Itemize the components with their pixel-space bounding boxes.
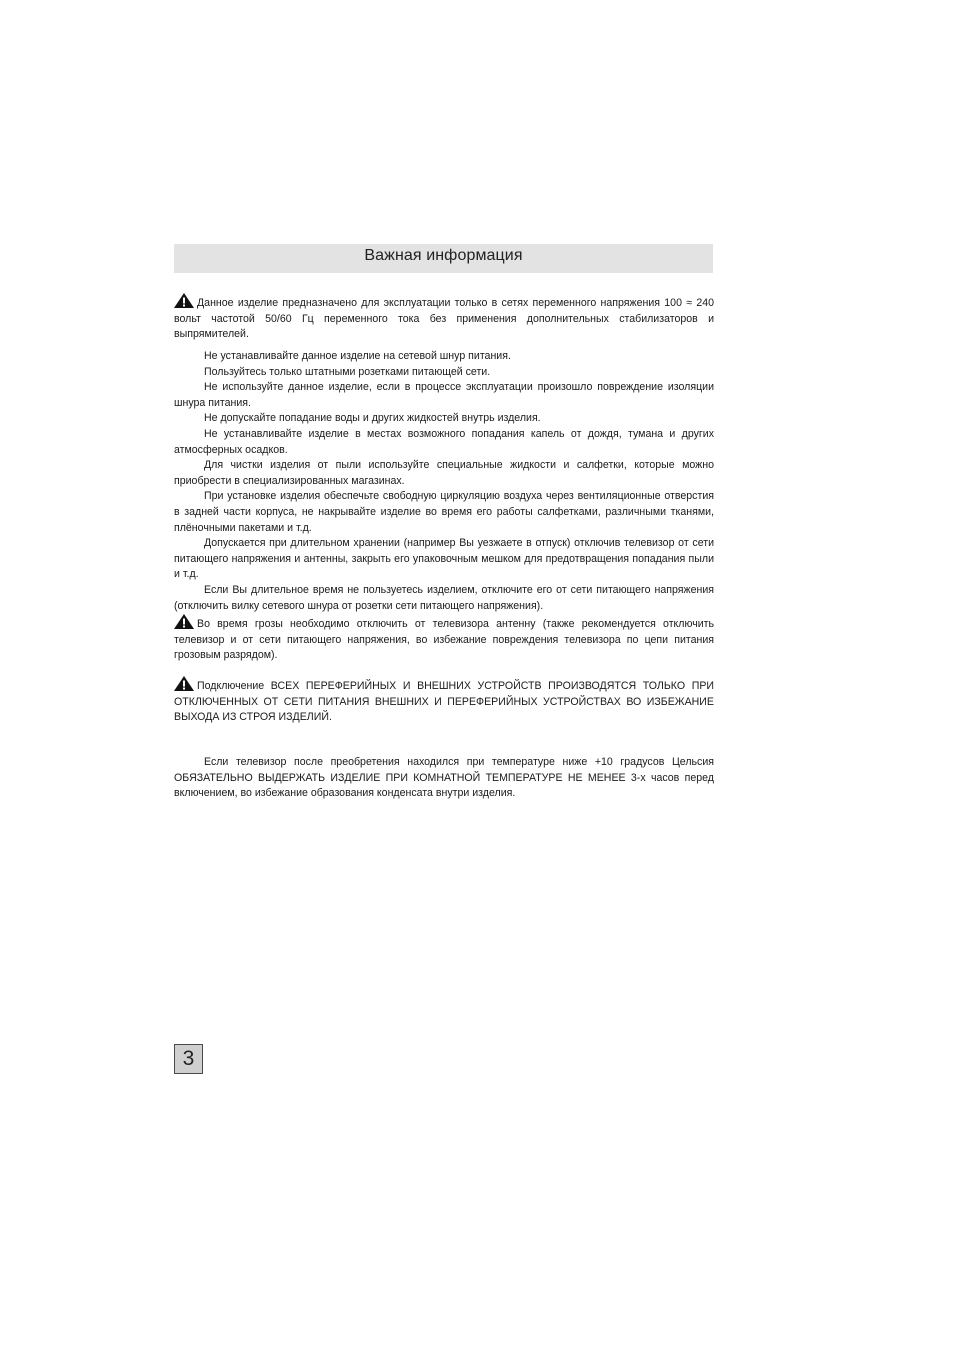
instruction-item: Для чистки изделия от пыли используйте специальные жидкости и салфетки, которые можно приобрести в специализированных магазинах.	[174, 459, 714, 487]
connection-warning-text: Подключение ВСЕХ ПЕРЕФЕРИЙНЫХ И ВНЕШНИХ УСТРОЙСТВ ПРОИЗВОДЯТСЯ ТОЛЬКО ПРИ ОТКЛЮЧЕННЫХ ОТ СЕТИ ПИТАНИЯ ВНЕШНИХ И ПЕРЕФЕРИЙНЫХ УСТРОЙСТВАХ ВО ИЗБЕЖАНИЕ ВЫХОДА ИЗ СТРОЯ ИЗДЕЛИЙ.	[174, 680, 714, 724]
connection-warning	[174, 676, 714, 726]
instruction-item: Если Вы длительное время не пользуетесь изделием, отключите его от сети питающего напряжения (отключить вилку сетевого шнура от розетки сети питающего напряжения).	[174, 583, 714, 612]
instruction-item: Допускается при длительном хранении (например Вы уезжаете в отпуск) отключив телевизор от сети питающего напряжения и антенны, закрыть его упаковочным мешком для предотвращения попадания пыли и т.д.	[174, 537, 714, 581]
instructions-list	[174, 349, 714, 664]
temperature-note	[174, 755, 714, 802]
intro-notice	[174, 293, 714, 343]
page-title: Важная информация	[364, 247, 523, 264]
warning-triangle-icon	[174, 293, 194, 308]
storm-warning-text: Во время грозы необходимо отключить от телевизора антенну (также рекомендуется отключить телевизор и от сети питающего напряжения, во избежание повреждения телевизора по цепи питания грозовым разрядом).	[174, 618, 714, 662]
intro-text: Данное изделие предназначено для эксплуатации только в сетях переменного напряжения 100 ≈ 240 вольт частотой 50/60 Гц переменного тока без применения дополнительных стабилизаторов и выпрямителей.	[174, 297, 714, 341]
section-header	[174, 244, 713, 273]
instruction-item: Пользуйтесь только штатными розетками питающей сети.	[204, 365, 491, 378]
warning-triangle-icon	[174, 676, 194, 691]
instruction-item: Не устанавливайте данное изделие на сетевой шнур питания.	[204, 350, 511, 362]
instruction-item: Не устанавливайте изделие в местах возможного попадания капель от дождя, тумана и других атмосферных осадков.	[174, 427, 714, 456]
page-number: 3	[174, 1044, 203, 1074]
temperature-note-text: Если телевизор после преобретения находился при температуре ниже +10 градусов Цельсия ОБЯЗАТЕЛЬНО ВЫДЕРЖАТЬ ИЗДЕЛИЕ ПРИ КОМНАТНОЙ ТЕМПЕРАТУРЕ НЕ МЕНЕЕ 3-х часов перед включением, во избежание образования конденсата внутри изделия.	[174, 756, 714, 800]
warning-triangle-icon	[174, 614, 194, 629]
storm-warning	[174, 614, 714, 664]
instruction-item: Не используйте данное изделие, если в процессе эксплуатации произошло повреждение изоляции шнура питания.	[174, 381, 714, 409]
instruction-item: При установке изделия обеспечьте свободную циркуляцию воздуха через вентиляционные отверстия в задней части корпуса, не накрывайте изделие во время его работы салфетками, различными тканями, плёночными пакетами и т.д.	[174, 490, 714, 534]
instruction-item: Не допускайте попадание воды и других жидкостей внутрь изделия.	[204, 412, 541, 425]
